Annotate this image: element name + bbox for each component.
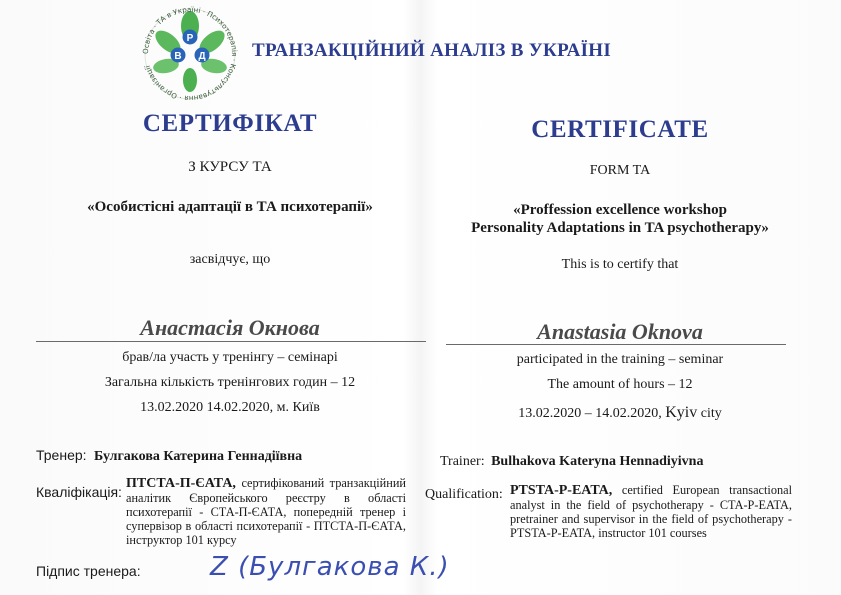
english-course-name-line-2: Personality Adaptations in TA psychotherapy» bbox=[471, 220, 769, 236]
ukrainian-course-name: «Особистісні адаптації в ТА психотерапії» bbox=[87, 199, 373, 215]
english-dates-city: Kyiv bbox=[665, 404, 698, 421]
english-dates-city-word: city bbox=[700, 406, 722, 421]
ukrainian-course-line: З КУРСУ ТА bbox=[188, 159, 272, 175]
english-person-name: Anastasia Oknova bbox=[537, 319, 703, 344]
english-qualification-label: Qualification: bbox=[425, 487, 503, 502]
ukrainian-name-underline bbox=[36, 341, 426, 342]
ukrainian-signature-label: Підпис тренера: bbox=[36, 563, 141, 579]
english-qualification-code: PTSTA-P-EATA, bbox=[510, 483, 613, 498]
ukrainian-participated-text: брав/ла участь у тренінгу – семінарі bbox=[122, 350, 338, 365]
trainer-signature: Z (Булгакова К.) bbox=[210, 552, 450, 582]
ukrainian-trainer-row bbox=[36, 447, 302, 465]
english-trainer-label: Trainer: bbox=[440, 454, 485, 469]
english-certify-text: This is to certify that bbox=[561, 257, 679, 272]
english-qualification-text bbox=[510, 483, 792, 540]
logo-letter-d: Д bbox=[198, 51, 206, 62]
ukrainian-dates-text: 13.02.2020 14.02.2020, м. Київ bbox=[140, 400, 320, 415]
ukrainian-qualification-label: Кваліфікація: bbox=[36, 484, 122, 500]
logo-letter-r: Р bbox=[186, 33, 194, 44]
english-name-underline bbox=[446, 344, 786, 345]
english-title: CERTIFICATE bbox=[531, 116, 709, 143]
ukrainian-person-name: Анастасія Окнова bbox=[140, 315, 320, 340]
ukrainian-certify-text: засвідчує, що bbox=[189, 252, 271, 267]
logo-ring-text: Освіта · ТА в Україні · Психотерапія · Консультування · Організації bbox=[140, 4, 240, 104]
english-trainer-name: Bulhakova Kateryna Hennadiyivna bbox=[491, 454, 704, 469]
ukrainian-trainer-label: Тренер: bbox=[36, 447, 87, 463]
english-course-line: FORM TA bbox=[589, 163, 651, 178]
ukrainian-trainer-name: Булгакова Катерина Геннадіївна bbox=[94, 449, 303, 464]
ukrainian-qualification-code: ПТСТА-П-ЄАТА, bbox=[126, 476, 236, 491]
ukrainian-qualification-description: сертифікований транзакційний аналітик Європейського реєстру в області психотерапії - СТА-П-ЄАТА, попередній тренер і супервізор в області психотерапії - ПТСТА-П-ЄАТА, інструктор 101 курсу bbox=[126, 476, 406, 547]
ukrainian-hours-text: Загальна кількість тренінгових годин – 12 bbox=[104, 375, 356, 390]
english-course-name-line-1: «Proffession excellence workshop bbox=[513, 202, 727, 218]
english-dates-range: 13.02.2020 – 14.02.2020, bbox=[518, 406, 662, 421]
ukrainian-qualification-text bbox=[126, 476, 406, 547]
english-participated-text: participated in the training – seminar bbox=[516, 352, 724, 367]
english-hours-text: The amount of hours – 12 bbox=[547, 377, 693, 392]
english-dates-text bbox=[420, 404, 820, 422]
logo-letter-v: В bbox=[174, 51, 182, 62]
organization-name: ТРАНЗАКЦІЙНИЙ АНАЛІЗ В УКРАЇНІ bbox=[252, 40, 612, 61]
ukrainian-title: СЕРТИФІКАТ bbox=[142, 110, 318, 137]
english-trainer-row bbox=[440, 454, 703, 470]
organization-logo bbox=[138, 4, 242, 104]
english-qualification-description: certified European transactional analyst in the field of psychotherapy - CTA-P-EATA, pretrainer and supervisor in the field of psychotherapy - PTSTA-P-EATA, instructor 101 courses bbox=[510, 483, 792, 540]
